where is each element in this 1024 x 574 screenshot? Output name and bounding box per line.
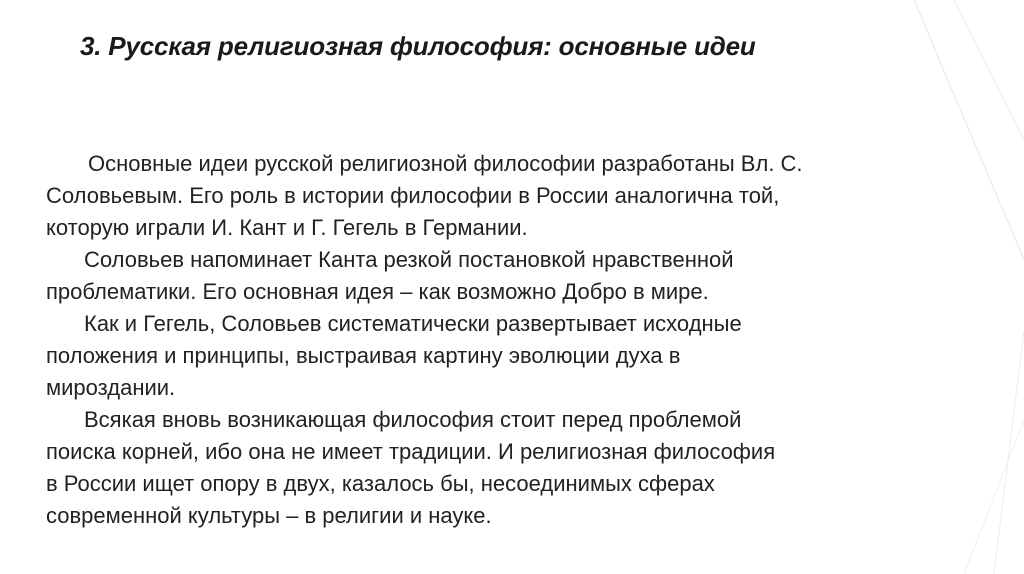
text-line: современной культуры – в религии и науке. <box>46 503 492 528</box>
text-line: Основные идеи русской религиозной философии разработаны Вл. С. <box>88 151 803 176</box>
paragraph <box>46 308 986 404</box>
text-line: положения и принципы, выстраивая картину эволюции духа в <box>46 343 681 368</box>
decorative-line <box>994 330 1024 574</box>
text-line: которую играли И. Кант и Г. Гегель в Германии. <box>46 215 528 240</box>
slide-title: 3. Русская религиозная философия: основные идеи <box>80 31 756 61</box>
paragraph <box>46 404 986 532</box>
text-line: Всякая вновь возникающая философия стоит перед проблемой <box>84 407 742 432</box>
text-line: Соловьевым. Его роль в истории философии в России аналогична той, <box>46 183 780 208</box>
slide-body <box>46 148 986 532</box>
decorative-line <box>954 0 1024 140</box>
text-line: мироздании. <box>46 375 176 400</box>
text-line: проблематики. Его основная идея – как возможно Добро в мире. <box>46 279 709 304</box>
text-line: Соловьев напоминает Канта резкой постановкой нравственной <box>84 247 734 272</box>
text-line: Как и Гегель, Соловьев систематически развертывает исходные <box>84 311 742 336</box>
text-line: поиска корней, ибо она не имеет традиции. И религиозная философия <box>46 439 776 464</box>
text-line: в России ищет опору в двух, казалось бы, несоединимых сферах <box>46 471 715 496</box>
paragraph <box>46 244 986 308</box>
paragraph <box>46 148 986 244</box>
